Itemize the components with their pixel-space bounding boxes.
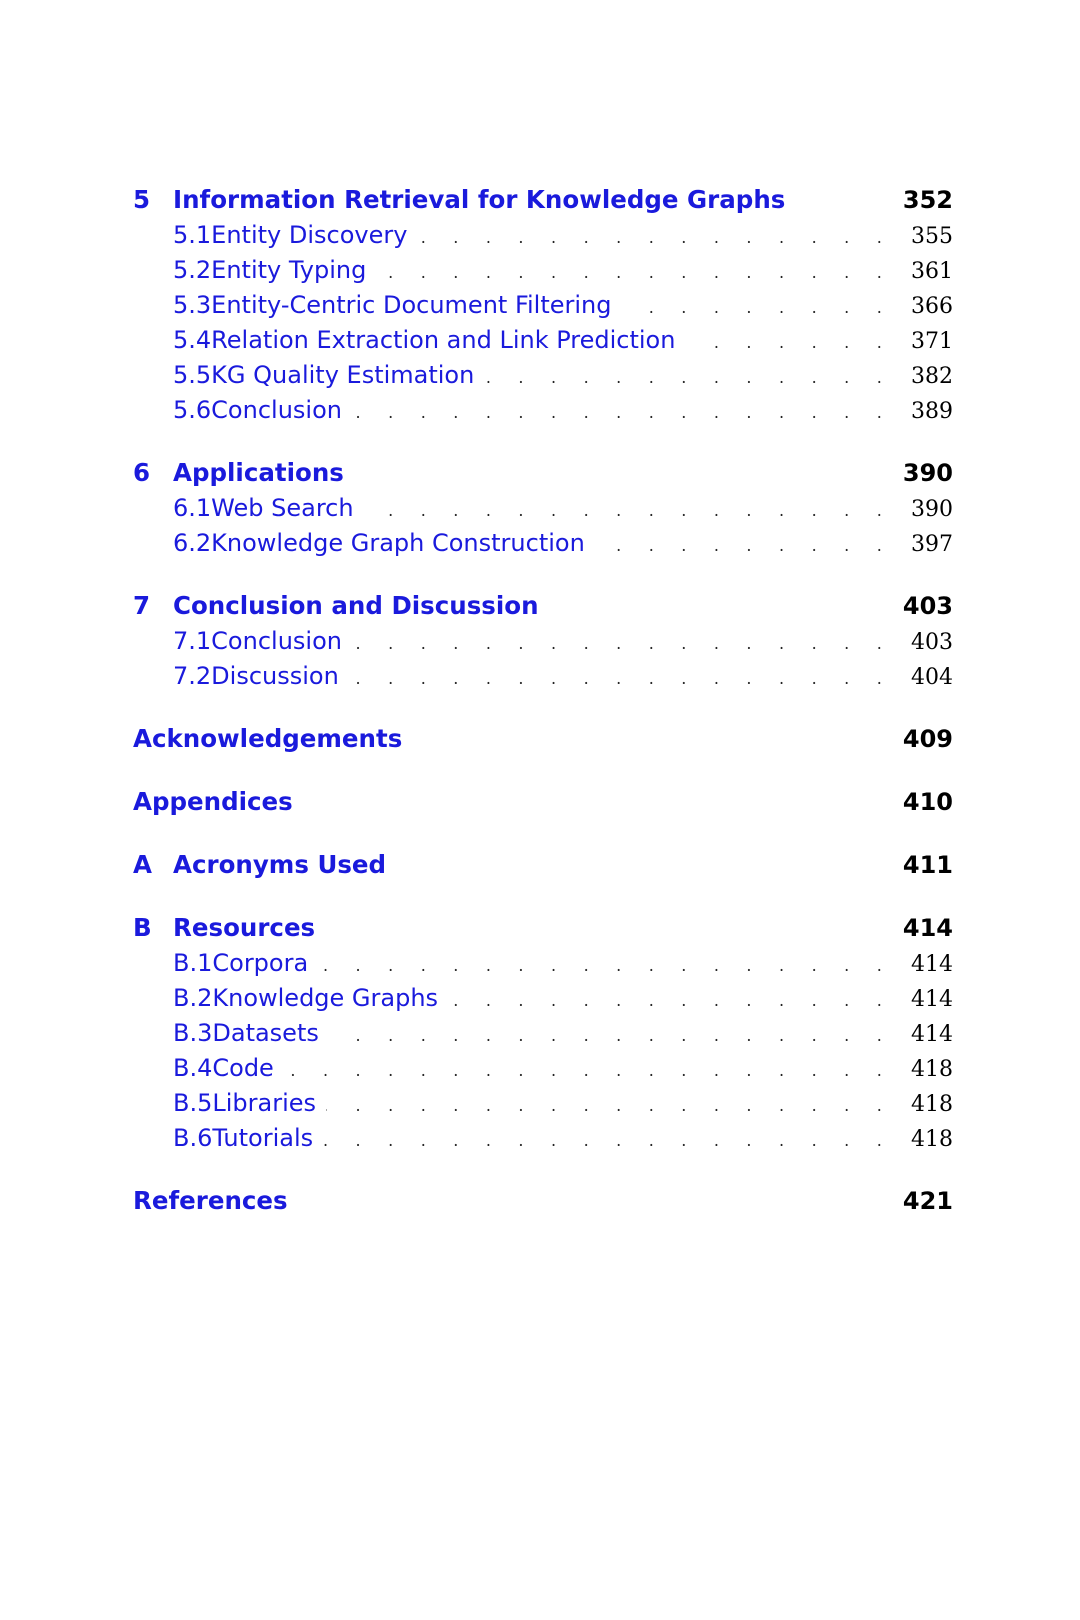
chapter-title[interactable]: References xyxy=(133,1186,288,1215)
section-number: 5.6 xyxy=(173,396,212,424)
section-title[interactable]: Conclusion xyxy=(211,396,342,424)
section-number: 5.1 xyxy=(173,221,212,249)
section-number: 6.1 xyxy=(173,494,212,522)
section-number: 5.5 xyxy=(173,361,212,389)
chapter-number: 5 xyxy=(133,185,151,214)
dot-leader xyxy=(484,368,893,387)
chapter-number: 7 xyxy=(133,591,151,620)
chapter-title[interactable]: Information Retrieval for Knowledge Graphs xyxy=(173,185,786,214)
section-number: 5.2 xyxy=(173,256,212,284)
section-page: 371 xyxy=(911,329,953,354)
section-page: 418 xyxy=(911,1127,953,1152)
toc-section-b-6[interactable] xyxy=(133,1124,953,1159)
section-title[interactable]: KG Quality Estimation xyxy=(211,361,475,389)
section-number: B.4 xyxy=(173,1054,213,1082)
toc-appendix-a[interactable] xyxy=(133,850,953,886)
dot-leader xyxy=(417,228,893,247)
toc-appendices[interactable] xyxy=(133,787,953,823)
chapter-title[interactable]: Acknowledgements xyxy=(133,724,403,753)
spacer xyxy=(133,886,953,913)
dot-leader xyxy=(595,536,893,555)
toc-chapter-7[interactable] xyxy=(133,591,953,627)
chapter-page: 390 xyxy=(902,459,953,487)
chapter-title[interactable]: Appendices xyxy=(133,787,293,816)
chapter-page: 410 xyxy=(902,788,953,816)
chapter-number: A xyxy=(133,850,152,879)
dot-leader xyxy=(352,403,893,422)
toc-acknowledgements[interactable] xyxy=(133,724,953,760)
section-page: 382 xyxy=(911,364,953,389)
section-title[interactable]: Corpora xyxy=(212,949,309,977)
chapter-page: 403 xyxy=(902,592,953,620)
section-number: 7.2 xyxy=(173,662,212,690)
section-number: B.6 xyxy=(173,1124,213,1152)
toc-section-5-4[interactable] xyxy=(133,326,953,361)
section-page: 361 xyxy=(911,259,953,284)
spacer xyxy=(133,1159,953,1186)
section-number: B.2 xyxy=(173,984,213,1012)
section-title[interactable]: Tutorials xyxy=(212,1124,314,1152)
dot-leader xyxy=(685,333,893,352)
toc-appendix-b[interactable] xyxy=(133,913,953,949)
toc-section-5-2[interactable] xyxy=(133,256,953,291)
toc-section-5-6[interactable] xyxy=(133,396,953,431)
section-page: 414 xyxy=(911,1022,953,1047)
chapter-title[interactable]: Resources xyxy=(173,913,316,942)
toc-section-b-3[interactable] xyxy=(133,1019,953,1054)
dot-leader xyxy=(284,1061,893,1080)
dot-leader xyxy=(329,1026,893,1045)
table-of-contents xyxy=(133,185,953,1222)
section-number: B.3 xyxy=(173,1019,213,1047)
toc-section-5-3[interactable] xyxy=(133,291,953,326)
chapter-number: B xyxy=(133,913,152,942)
section-page: 418 xyxy=(911,1057,953,1082)
section-number: 5.3 xyxy=(173,291,212,319)
section-title[interactable]: Entity Typing xyxy=(211,256,367,284)
section-title[interactable]: Discussion xyxy=(211,662,339,690)
chapter-title[interactable]: Conclusion and Discussion xyxy=(173,591,539,620)
section-page: 366 xyxy=(911,294,953,319)
section-title[interactable]: Conclusion xyxy=(211,627,342,655)
chapter-page: 411 xyxy=(902,851,953,879)
dot-leader xyxy=(364,501,893,520)
toc-section-b-1[interactable] xyxy=(133,949,953,984)
chapter-page: 421 xyxy=(902,1187,953,1215)
toc-section-b-5[interactable] xyxy=(133,1089,953,1124)
section-title[interactable]: Web Search xyxy=(211,494,354,522)
dot-leader xyxy=(323,1131,893,1150)
dot-leader xyxy=(376,263,893,282)
spacer xyxy=(133,760,953,787)
toc-section-7-2[interactable] xyxy=(133,662,953,697)
section-title[interactable]: Entity Discovery xyxy=(211,221,408,249)
chapter-page: 409 xyxy=(902,725,953,753)
section-title[interactable]: Relation Extraction and Link Prediction xyxy=(211,326,676,354)
section-title[interactable]: Datasets xyxy=(212,1019,319,1047)
section-page: 414 xyxy=(911,952,953,977)
toc-chapter-5[interactable] xyxy=(133,185,953,221)
spacer xyxy=(133,697,953,724)
section-title[interactable]: Libraries xyxy=(212,1089,317,1117)
toc-section-5-5[interactable] xyxy=(133,361,953,396)
spacer xyxy=(133,564,953,591)
section-number: 7.1 xyxy=(173,627,212,655)
section-title[interactable]: Knowledge Graphs xyxy=(212,984,439,1012)
section-number: 6.2 xyxy=(173,529,212,557)
section-number: B.1 xyxy=(173,949,213,977)
section-title[interactable]: Code xyxy=(212,1054,274,1082)
chapter-title[interactable]: Applications xyxy=(173,458,344,487)
toc-references[interactable] xyxy=(133,1186,953,1222)
toc-section-6-1[interactable] xyxy=(133,494,953,529)
dot-leader xyxy=(448,991,893,1010)
section-page: 418 xyxy=(911,1092,953,1117)
chapter-number: 6 xyxy=(133,458,151,487)
toc-section-7-1[interactable] xyxy=(133,627,953,662)
toc-section-b-4[interactable] xyxy=(133,1054,953,1089)
dot-leader xyxy=(622,298,894,317)
section-page: 404 xyxy=(911,665,953,690)
toc-section-b-2[interactable] xyxy=(133,984,953,1019)
section-page: 403 xyxy=(911,630,953,655)
section-number: 5.4 xyxy=(173,326,212,354)
section-title[interactable]: Knowledge Graph Construction xyxy=(211,529,585,557)
dot-leader xyxy=(326,1096,893,1115)
spacer xyxy=(133,823,953,850)
section-page: 397 xyxy=(911,532,953,557)
toc-section-6-2[interactable] xyxy=(133,529,953,564)
toc-chapter-6[interactable] xyxy=(133,458,953,494)
chapter-page: 352 xyxy=(902,186,953,214)
section-page: 355 xyxy=(911,224,953,249)
dot-leader xyxy=(349,669,893,688)
toc-section-5-1[interactable] xyxy=(133,221,953,256)
spacer xyxy=(133,431,953,458)
section-page: 414 xyxy=(911,987,953,1012)
section-page: 389 xyxy=(911,399,953,424)
chapter-title[interactable]: Acronyms Used xyxy=(173,850,387,879)
section-title[interactable]: Entity-Centric Document Filtering xyxy=(211,291,612,319)
dot-leader xyxy=(352,634,893,653)
section-page: 390 xyxy=(911,497,953,522)
section-number: B.5 xyxy=(173,1089,213,1117)
chapter-page: 414 xyxy=(902,914,953,942)
dot-leader xyxy=(318,956,893,975)
